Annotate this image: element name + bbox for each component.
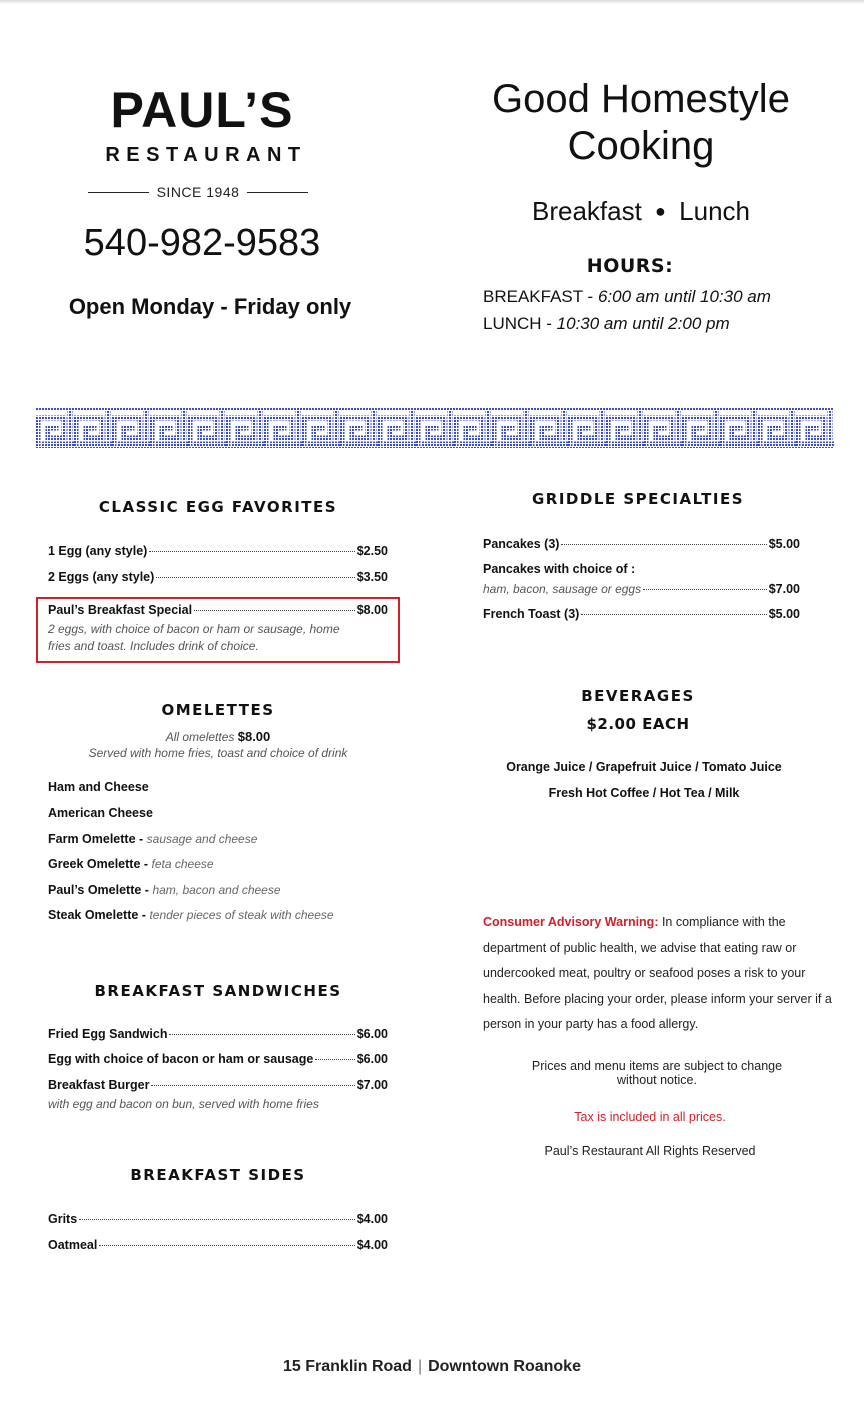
dot-leader [99,1245,354,1246]
advisory-text: In compliance with the department of public health, we advise that eating raw or undercooked meat, poultry or seafood poses a risk to your health. Before placing your order, please inform your server if a person in your party has a food allergy. [483,915,832,1031]
item-name: Breakfast Burger [48,1078,150,1092]
griddle-title: GRIDDLE SPECIALTIES [531,490,745,508]
item-name: Fried Egg Sandwich [48,1027,168,1041]
menu-item-1-egg [48,544,388,558]
beverages-price: $2.00 EACH [586,715,690,733]
omelette-item [48,857,214,871]
tax-notice: Tax is included in all prices. [574,1110,726,1124]
item-name: 2 Eggs (any style) [48,570,155,584]
special-desc-line-1: 2 eggs, with choice of bacon or ham or sausage, home [48,622,340,636]
dot-leader [149,551,354,552]
page-top-shadow [0,0,864,4]
item-name: Oatmeal [48,1238,98,1252]
footer-area: Downtown Roanoke [428,1358,581,1375]
hours-lunch-time: 10:30 am until 2:00 pm [556,314,730,333]
omelette-name: Paul’s Omelette - [48,883,153,897]
hours-heading: HOURS: [586,255,674,277]
special-desc-line-2: fries and toast. Includes drink of choice. [48,639,259,653]
item-name: Pancakes (3) [483,537,560,551]
omelette-name: Farm Omelette - [48,832,147,846]
omelette-name: Ham and Cheese [48,780,149,794]
omelette-item [48,806,153,820]
restaurant-name: PAUL’S [110,82,294,138]
since-text: SINCE 1948 [156,184,240,200]
omelettes-price-prefix: All omelettes [165,730,238,744]
footer-street: 15 Franklin Road [283,1358,412,1375]
tagline-line-2: Cooking [567,124,715,168]
omelette-item [48,908,334,922]
omelettes-price-line [40,728,396,746]
burger-description: with egg and bacon on bun, served with home fries [48,1097,319,1111]
advisory-label: Consumer Advisory Warning: [483,915,659,929]
menu-item-fried-egg-sandwich [48,1027,388,1041]
dot-leader [561,544,766,545]
greek-key-border [36,408,834,448]
omelette-item [48,780,149,794]
item-price: $7.00 [768,582,800,596]
menu-item-pancakes-choice: Pancakes with choice of : [483,562,636,576]
since-line [88,184,308,200]
item-price: $7.00 [356,1078,388,1092]
menu-item-breakfast-special [48,603,388,617]
rights-notice: Paul’s Restaurant All Rights Reserved [544,1144,756,1158]
item-price: $8.00 [356,603,388,617]
since-rule-left [88,192,149,193]
item-price: $4.00 [356,1238,388,1252]
menu-item-grits [48,1212,388,1226]
tagline-line-1: Good Homestyle [492,77,790,121]
menu-item-egg-with-choice [48,1052,388,1066]
prices-notice-line-1: Prices and menu items are subject to change [531,1059,783,1073]
footer-address [0,1358,864,1376]
menu-item-pancakes-choice-detail [483,581,800,598]
dot-leader [581,614,766,615]
sides-title: BREAKFAST SIDES [130,1166,306,1184]
item-name: Egg with choice of bacon or ham or sausage [48,1052,314,1066]
menu-item-2-eggs [48,570,388,584]
item-name: ham, bacon, sausage or eggs [483,582,642,596]
egg-favorites-title: CLASSIC EGG FAVORITES [98,498,338,516]
omelette-note: sausage and cheese [146,832,258,846]
hours-lunch [483,314,730,334]
item-name: French Toast (3) [483,607,580,621]
item-name: Paul’s Breakfast Special [48,603,193,617]
meals-served [456,196,826,227]
menu-item-breakfast-burger [48,1078,388,1092]
menu-item-oatmeal [48,1238,388,1252]
dot-leader [169,1034,354,1035]
dot-leader [194,610,355,611]
omelette-item [48,883,281,897]
meal-breakfast: Breakfast [531,196,642,226]
menu-item-pancakes [483,537,800,551]
omelette-note: feta cheese [151,857,214,871]
hours-lunch-label: LUNCH - [483,314,557,333]
hours-breakfast [483,287,771,307]
restaurant-subtitle: RESTAURANT [105,144,307,166]
item-price: $3.50 [356,570,388,584]
dot-leader [156,577,354,578]
dot-leader [79,1219,355,1220]
item-price: $5.00 [768,607,800,621]
footer-separator: | [417,1358,423,1375]
consumer-advisory [483,910,845,1038]
item-name: 1 Egg (any style) [48,544,148,558]
prices-notice [483,1059,831,1087]
dot-leader [151,1085,354,1086]
omelette-item [48,832,257,846]
hours-breakfast-time: 6:00 am until 10:30 am [597,287,771,306]
omelette-name: Steak Omelette - [48,908,150,922]
special-description [48,621,393,655]
menu-item-french-toast [483,607,800,621]
item-price: $4.00 [356,1212,388,1226]
beverages-list-2: Fresh Hot Coffee / Hot Tea / Milk [548,786,740,800]
bullet-icon: ● [655,201,666,221]
omelette-name: American Cheese [48,806,153,820]
item-price: $6.00 [356,1027,388,1041]
item-name: Grits [48,1212,78,1226]
tagline [456,76,826,170]
omelette-note: ham, bacon and cheese [152,883,281,897]
beverages-title: BEVERAGES [581,687,695,705]
omelettes-price: $8.00 [237,729,271,744]
phone-number: 540-982-9583 [83,222,321,264]
dot-leader [315,1059,354,1060]
since-rule-right [247,192,308,193]
hours-breakfast-label: BREAKFAST - [483,287,598,306]
omelettes-title: OMELETTES [161,701,275,719]
item-price: $2.50 [356,544,388,558]
sandwiches-title: BREAKFAST SANDWICHES [94,982,342,1000]
omelette-note: tender pieces of steak with cheese [149,908,334,922]
dot-leader [643,589,767,590]
meal-lunch: Lunch [679,196,750,226]
beverages-list-1: Orange Juice / Grapefruit Juice / Tomato Juice [506,760,782,774]
prices-notice-line-2: without notice. [617,1073,697,1087]
item-price: $5.00 [768,537,800,551]
omelettes-served: Served with home fries, toast and choice of drink [88,746,348,760]
omelette-name: Greek Omelette - [48,857,152,871]
open-days: Open Monday - Friday only [68,294,352,319]
item-price: $6.00 [356,1052,388,1066]
